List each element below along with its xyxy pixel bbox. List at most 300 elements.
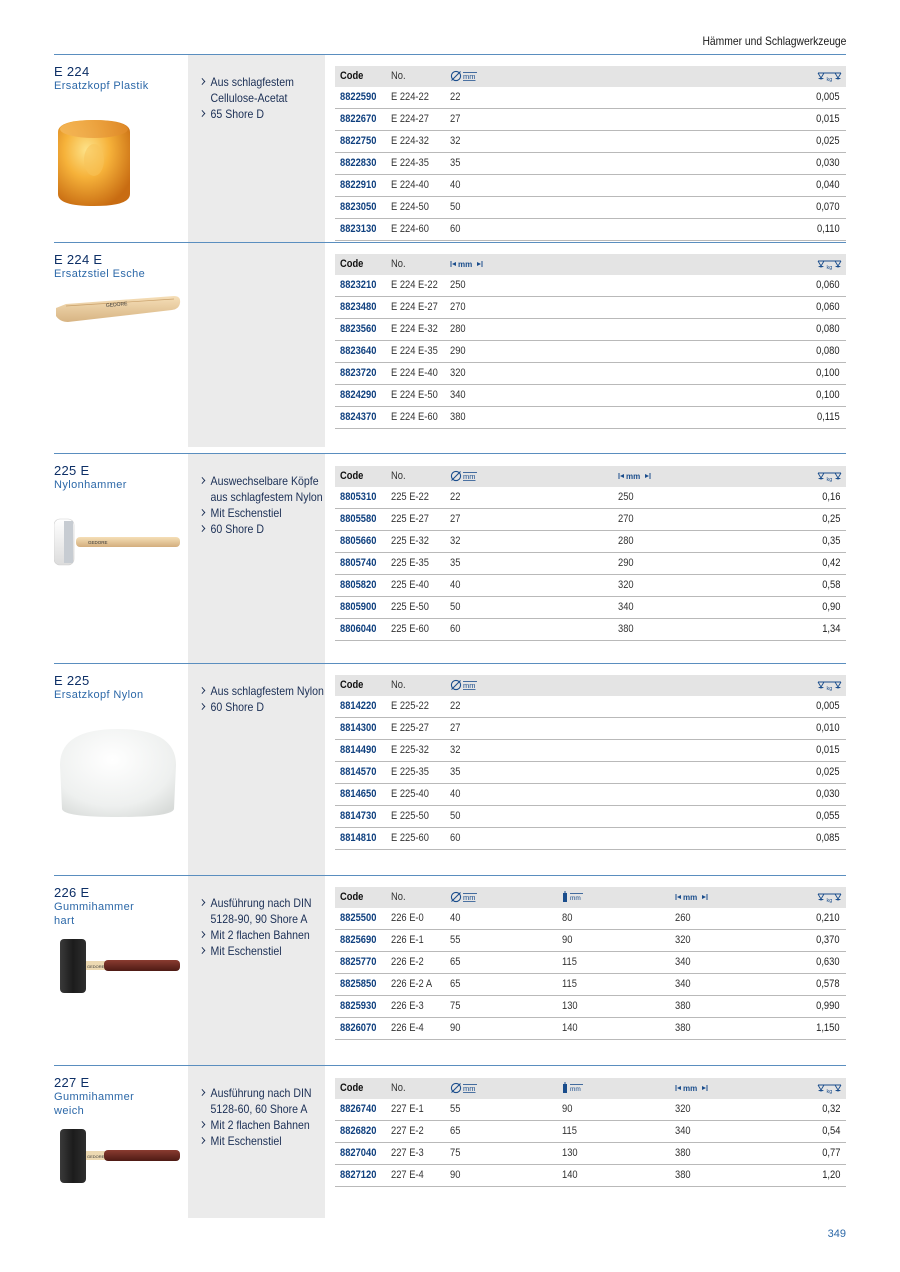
row-code xyxy=(340,219,383,240)
row-length xyxy=(450,363,468,384)
row-weight xyxy=(812,952,840,973)
no-value: 225 E-35 xyxy=(391,557,429,569)
no-value: E 225-32 xyxy=(391,744,429,756)
row-no xyxy=(391,219,436,240)
row-no xyxy=(391,597,436,618)
row-weight xyxy=(812,784,840,805)
no-value: E 224-50 xyxy=(391,201,429,213)
row-diameter xyxy=(450,531,462,552)
feature-item: Aus schlagfestem Cellulose-Acetat xyxy=(200,74,332,106)
row-length xyxy=(450,297,468,318)
row-weight xyxy=(812,762,840,783)
row-height xyxy=(562,1165,580,1186)
height-value: 140 xyxy=(562,1169,578,1181)
row-no xyxy=(391,363,446,384)
no-value: E 225-27 xyxy=(391,722,429,734)
height-value: 115 xyxy=(562,978,577,990)
no-value: 227 E-1 xyxy=(391,1103,424,1115)
row-weight xyxy=(819,597,840,618)
table-row xyxy=(335,974,846,996)
weight-value: 0,015 xyxy=(816,113,840,125)
no-value: 227 E-3 xyxy=(391,1147,424,1159)
table-row xyxy=(335,341,846,363)
row-length xyxy=(675,1018,693,1039)
row-code xyxy=(340,952,383,973)
feature-item: Mit 2 flachen Bahnen xyxy=(200,1117,332,1133)
table-row xyxy=(335,275,846,297)
row-diameter xyxy=(450,175,462,196)
product-image-rubber-hammer xyxy=(54,1125,182,1192)
row-no xyxy=(391,87,436,108)
table-row xyxy=(335,806,846,828)
length-value: 340 xyxy=(675,1125,691,1137)
no-value: E 224-35 xyxy=(391,157,429,169)
row-length xyxy=(675,1165,693,1186)
length-mm-icon xyxy=(675,1082,711,1094)
diameter-value: 32 xyxy=(450,744,461,756)
weight-kg-icon xyxy=(817,70,843,82)
row-no xyxy=(391,197,436,218)
row-length xyxy=(450,385,468,406)
weight-value: 0,90 xyxy=(821,601,840,613)
length-value: 280 xyxy=(618,535,634,547)
row-weight xyxy=(812,908,840,929)
table-row xyxy=(335,87,846,109)
row-diameter xyxy=(450,109,462,130)
code-value: 8822750 xyxy=(340,135,377,147)
svg-text:mm: mm xyxy=(463,472,476,481)
table-row xyxy=(335,784,846,806)
row-code xyxy=(340,553,383,574)
weight-value: 0,015 xyxy=(816,744,840,756)
product-image-nylon-hammer xyxy=(54,513,182,576)
weight-value: 0,010 xyxy=(816,722,840,734)
row-weight xyxy=(812,806,840,827)
feature-item: Mit 2 flachen Bahnen xyxy=(200,927,332,943)
diameter-value: 32 xyxy=(450,135,461,147)
svg-text:mm: mm xyxy=(458,260,473,269)
no-value: E 224 E-50 xyxy=(391,389,438,401)
row-code xyxy=(340,275,383,296)
weight-value: 0,025 xyxy=(816,766,840,778)
diameter-value: 40 xyxy=(450,912,461,924)
header-code-label: Code xyxy=(340,1082,364,1094)
code-value: 8827120 xyxy=(340,1169,377,1181)
diameter-value: 50 xyxy=(450,810,461,822)
row-diameter xyxy=(450,509,462,530)
row-no xyxy=(391,784,436,805)
row-weight xyxy=(812,153,840,174)
weight-kg-icon xyxy=(817,679,843,691)
code-value: 8823050 xyxy=(340,201,377,213)
product-table xyxy=(335,66,846,241)
row-code xyxy=(340,153,383,174)
row-weight xyxy=(812,930,840,951)
weight-value: 0,085 xyxy=(816,832,840,844)
table-row xyxy=(335,1165,846,1187)
table-row xyxy=(335,575,846,597)
row-no xyxy=(391,806,436,827)
length-value: 260 xyxy=(675,912,691,924)
weight-value: 0,060 xyxy=(816,301,840,313)
weight-kg-icon xyxy=(817,1082,843,1094)
row-diameter xyxy=(450,930,462,951)
weight-value: 0,115 xyxy=(817,411,840,423)
table-row xyxy=(335,153,846,175)
row-code xyxy=(340,696,383,717)
product-section xyxy=(54,453,846,663)
diameter-value: 32 xyxy=(450,535,461,547)
diameter-value: 35 xyxy=(450,557,461,569)
no-value: E 224-27 xyxy=(391,113,429,125)
no-value: 225 E-22 xyxy=(391,491,429,503)
height-value: 140 xyxy=(562,1022,578,1034)
svg-text:mm: mm xyxy=(570,1086,581,1093)
length-value: 270 xyxy=(450,301,466,313)
row-weight xyxy=(813,407,840,428)
diameter-value: 60 xyxy=(450,832,461,844)
table-header xyxy=(335,254,846,275)
diameter-value: 22 xyxy=(450,91,461,103)
length-value: 320 xyxy=(450,367,466,379)
row-weight xyxy=(819,1165,840,1186)
code-value: 8825770 xyxy=(340,956,377,968)
row-no xyxy=(391,575,436,596)
product-table xyxy=(335,675,846,850)
table-row xyxy=(335,319,846,341)
code-value: 8823720 xyxy=(340,367,377,379)
row-code xyxy=(340,974,383,995)
weight-value: 0,370 xyxy=(816,934,840,946)
row-weight xyxy=(819,1121,840,1142)
header-no xyxy=(391,254,408,275)
row-no xyxy=(391,341,446,362)
weight-value: 0,040 xyxy=(816,179,840,191)
code-value: 8805740 xyxy=(340,557,377,569)
row-height xyxy=(562,930,574,951)
svg-text:GEDORE: GEDORE xyxy=(87,964,105,969)
row-no xyxy=(391,1143,430,1164)
product-table xyxy=(335,887,846,1040)
table-row xyxy=(335,297,846,319)
weight-value: 0,210 xyxy=(816,912,840,924)
height-value: 130 xyxy=(562,1000,578,1012)
length-value: 380 xyxy=(618,623,634,635)
code-value: 8824370 xyxy=(340,411,377,423)
feature-item: 60 Shore D xyxy=(200,699,332,715)
section-subtitle: Ersatzkopf Plastik xyxy=(54,80,149,92)
diameter-value: 40 xyxy=(450,788,461,800)
table-row xyxy=(335,762,846,784)
table-row xyxy=(335,1121,846,1143)
weight-value: 1,20 xyxy=(821,1169,840,1181)
row-code xyxy=(340,1143,383,1164)
diameter-value: 27 xyxy=(450,722,461,734)
row-code xyxy=(340,531,383,552)
row-weight xyxy=(819,553,840,574)
row-no xyxy=(391,930,430,951)
section-rule xyxy=(54,875,846,876)
head-height-mm-icon xyxy=(562,891,586,903)
product-section xyxy=(54,875,846,1065)
header-code xyxy=(340,66,368,87)
row-weight xyxy=(819,487,840,508)
row-code xyxy=(340,509,383,530)
row-weight xyxy=(812,197,840,218)
row-code xyxy=(340,1099,383,1120)
weight-value: 0,030 xyxy=(816,157,840,169)
row-code xyxy=(340,197,383,218)
section-title-block xyxy=(54,64,184,93)
weight-value: 0,35 xyxy=(821,535,840,547)
row-length xyxy=(675,974,693,995)
height-value: 115 xyxy=(562,956,577,968)
header-no xyxy=(391,887,408,908)
diameter-value: 40 xyxy=(450,579,461,591)
section-title-block xyxy=(54,673,184,702)
weight-value: 0,77 xyxy=(821,1147,840,1159)
diameter-value: 22 xyxy=(450,700,461,712)
row-code xyxy=(340,575,383,596)
weight-value: 1,150 xyxy=(816,1022,840,1034)
table-row xyxy=(335,363,846,385)
header-code-label: Code xyxy=(340,470,364,482)
row-no xyxy=(391,553,436,574)
diameter-value: 55 xyxy=(450,934,461,946)
row-weight xyxy=(812,109,840,130)
code-value: 8806040 xyxy=(340,623,377,635)
diameter-value: 27 xyxy=(450,113,461,125)
header-code xyxy=(340,254,368,275)
no-value: 226 E-3 xyxy=(391,1000,424,1012)
table-row xyxy=(335,175,846,197)
row-length xyxy=(618,575,636,596)
table-row xyxy=(335,407,846,429)
length-mm-icon xyxy=(675,891,711,903)
row-no xyxy=(391,908,430,929)
length-value: 340 xyxy=(675,978,691,990)
height-value: 115 xyxy=(562,1125,577,1137)
row-no xyxy=(391,131,436,152)
row-no xyxy=(391,619,436,640)
row-diameter xyxy=(450,553,462,574)
no-value: 227 E-4 xyxy=(391,1169,424,1181)
row-weight xyxy=(812,275,840,296)
length-value: 280 xyxy=(450,323,466,335)
feature-list xyxy=(200,74,324,122)
header-no xyxy=(391,66,408,87)
row-code xyxy=(340,319,383,340)
row-length xyxy=(618,509,636,530)
row-code xyxy=(340,175,383,196)
svg-text:kg: kg xyxy=(826,686,833,691)
code-value: 8822670 xyxy=(340,113,377,125)
row-no xyxy=(391,1018,430,1039)
no-value: E 224 E-22 xyxy=(391,279,438,291)
height-value: 130 xyxy=(562,1147,578,1159)
row-diameter xyxy=(450,1165,462,1186)
length-value: 380 xyxy=(675,1022,691,1034)
header-code xyxy=(340,675,368,696)
row-code xyxy=(340,740,383,761)
section-rule xyxy=(54,54,846,55)
product-table xyxy=(335,254,846,429)
table-row xyxy=(335,553,846,575)
code-value: 8814570 xyxy=(340,766,377,778)
length-value: 270 xyxy=(618,513,634,525)
weight-value: 0,110 xyxy=(817,223,840,235)
row-weight xyxy=(812,718,840,739)
no-value: 225 E-32 xyxy=(391,535,429,547)
product-section xyxy=(54,242,846,447)
diameter-value: 27 xyxy=(450,513,461,525)
weight-value: 0,100 xyxy=(816,389,840,401)
weight-kg-icon xyxy=(817,258,843,270)
section-subtitle: Ersatzkopf Nylon xyxy=(54,689,144,701)
code-value: 8822590 xyxy=(340,91,377,103)
row-code xyxy=(340,87,383,108)
row-no xyxy=(391,275,446,296)
diameter-value: 60 xyxy=(450,623,461,635)
svg-text:mm: mm xyxy=(570,895,581,902)
no-value: E 224-22 xyxy=(391,91,429,103)
weight-value: 1,34 xyxy=(821,623,840,635)
row-code xyxy=(340,806,383,827)
table-row xyxy=(335,718,846,740)
row-height xyxy=(562,974,580,995)
row-weight xyxy=(812,996,840,1017)
section-subtitle: Nylonhammer xyxy=(54,479,127,491)
weight-value: 0,005 xyxy=(816,700,840,712)
code-value: 8814300 xyxy=(340,722,377,734)
no-value: E 224-40 xyxy=(391,179,429,191)
section-title-block xyxy=(54,885,184,928)
height-value: 80 xyxy=(562,912,573,924)
length-value: 380 xyxy=(675,1000,691,1012)
row-no xyxy=(391,762,436,783)
diameter-mm-icon xyxy=(450,470,480,482)
row-diameter xyxy=(450,487,462,508)
table-row xyxy=(335,597,846,619)
row-diameter xyxy=(450,619,462,640)
code-value: 8805900 xyxy=(340,601,377,613)
table-row xyxy=(335,509,846,531)
no-value: 225 E-40 xyxy=(391,579,429,591)
no-value: E 225-35 xyxy=(391,766,429,778)
row-code xyxy=(340,363,383,384)
row-weight xyxy=(812,175,840,196)
length-value: 380 xyxy=(450,411,466,423)
no-value: 226 E-0 xyxy=(391,912,424,924)
svg-text:mm: mm xyxy=(463,681,476,690)
row-no xyxy=(391,319,446,340)
row-length xyxy=(675,1099,693,1120)
code-value: 8822830 xyxy=(340,157,377,169)
code-value: 8825690 xyxy=(340,934,377,946)
section-title-block xyxy=(54,463,184,492)
feature-item: 65 Shore D xyxy=(200,106,332,122)
product-table xyxy=(335,466,846,641)
row-no xyxy=(391,109,436,130)
table-row xyxy=(335,908,846,930)
row-length xyxy=(675,930,693,951)
header-no xyxy=(391,466,408,487)
weight-value: 0,030 xyxy=(816,788,840,800)
section-title: E 224 E xyxy=(54,252,103,267)
section-rule xyxy=(54,242,846,243)
row-length xyxy=(618,597,636,618)
length-mm-icon xyxy=(618,470,654,482)
row-weight xyxy=(812,696,840,717)
no-value: 225 E-27 xyxy=(391,513,429,525)
no-value: 227 E-2 xyxy=(391,1125,424,1137)
code-value: 8825850 xyxy=(340,978,377,990)
row-no xyxy=(391,952,430,973)
code-value: 8814220 xyxy=(340,700,377,712)
code-value: 8826740 xyxy=(340,1103,377,1115)
diameter-value: 55 xyxy=(450,1103,461,1115)
header-no-label: No. xyxy=(391,891,406,903)
no-value: E 224-60 xyxy=(391,223,429,235)
feature-item: Mit Eschenstiel xyxy=(200,943,332,959)
header-code xyxy=(340,466,368,487)
feature-list xyxy=(200,683,324,715)
diameter-mm-icon xyxy=(450,891,480,903)
code-value: 8825500 xyxy=(340,912,377,924)
no-value: 226 E-2 xyxy=(391,956,424,968)
diameter-value: 90 xyxy=(450,1022,461,1034)
length-value: 340 xyxy=(450,389,466,401)
code-value: 8824290 xyxy=(340,389,377,401)
feature-panel xyxy=(188,243,325,447)
row-no xyxy=(391,385,446,406)
table-row xyxy=(335,930,846,952)
code-value: 8805660 xyxy=(340,535,377,547)
diameter-value: 50 xyxy=(450,201,461,213)
code-value: 8814490 xyxy=(340,744,377,756)
svg-text:mm: mm xyxy=(626,472,641,481)
row-diameter xyxy=(450,87,462,108)
code-value: 8822910 xyxy=(340,179,377,191)
no-value: 225 E-60 xyxy=(391,623,429,635)
row-length xyxy=(675,952,693,973)
row-weight xyxy=(813,219,840,240)
diameter-value: 60 xyxy=(450,223,461,235)
table-header xyxy=(335,466,846,487)
header-no-label: No. xyxy=(391,70,406,82)
length-value: 320 xyxy=(675,934,691,946)
product-image-ash-handle xyxy=(54,292,182,331)
weight-value: 0,32 xyxy=(821,1103,840,1115)
product-image-rubber-hammer xyxy=(54,935,182,1002)
row-weight xyxy=(812,297,840,318)
svg-text:GEDORE: GEDORE xyxy=(88,540,108,545)
feature-item: Aus schlagfestem Nylon xyxy=(200,683,332,699)
page-number: 349 xyxy=(827,1228,846,1240)
feature-item: Mit Eschenstiel xyxy=(200,505,332,521)
no-value: E 225-22 xyxy=(391,700,429,712)
row-weight xyxy=(819,575,840,596)
row-no xyxy=(391,175,436,196)
length-value: 250 xyxy=(618,491,634,503)
row-diameter xyxy=(450,952,462,973)
no-value: E 225-50 xyxy=(391,810,429,822)
svg-text:kg: kg xyxy=(826,898,833,903)
length-value: 290 xyxy=(450,345,466,357)
diameter-value: 35 xyxy=(450,766,461,778)
section-subtitle: Gummihammer weich xyxy=(54,1091,135,1117)
section-rule xyxy=(54,453,846,454)
